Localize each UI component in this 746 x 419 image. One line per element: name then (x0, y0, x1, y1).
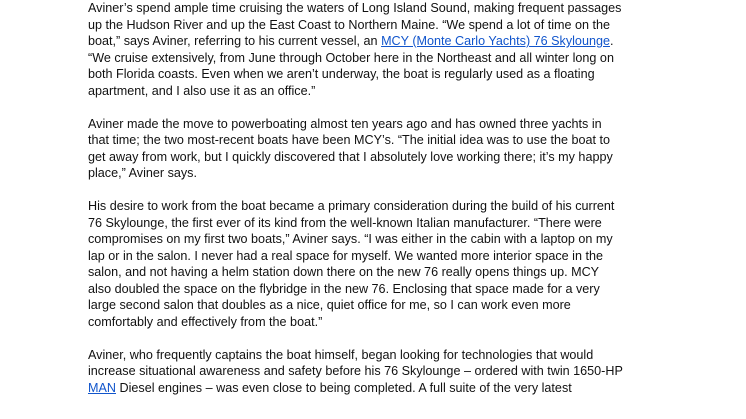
article-body (88, 0, 658, 413)
text-line: Aviner made the move to powerboating almost ten years ago and has owned three yachts in (88, 116, 602, 131)
text-line: large second salon that doubles as a nice, quiet office for me, so I can work even more (88, 298, 571, 312)
paragraph-2 (88, 116, 658, 182)
paragraph-4 (88, 347, 658, 397)
text-line: comfortably and effectively from the boat.” (88, 314, 323, 329)
paragraph-3 (88, 198, 658, 330)
text-line: compromises on my first two boats,” Aviner says. “I was either in the cabin with a laptop on my (88, 232, 613, 246)
text-line: apartment, and I also use it as an office.” (88, 83, 316, 98)
text-line: lap or in the salon. I never had a real space for myself. We wanted more interior space in the (88, 248, 603, 263)
text-line: increase situational awareness and safety before his 76 Skylounge – ordered with twin 1650-HP (88, 364, 623, 378)
text-segment: Diesel engines – was even close to being completed. A full suite of the very latest (116, 380, 572, 395)
text-line: get away from work, but I quickly discovered that I absolutely love working there; it’s my happy (88, 149, 613, 164)
text-segment: boat,” says Aviner, referring to his current vessel, an (88, 34, 382, 48)
text-line: also doubled the space on the flybridge in the new 76. Enclosing that space made for a very (88, 281, 600, 296)
text-line: 76 Skylounge, the first ever of its kind from the well-known Italian manufacturer. “There were (88, 215, 602, 230)
text-line (88, 33, 658, 50)
text-line: Aviner’s spend ample time cruising the waters of Long Island Sound, making frequent passages (88, 1, 622, 15)
mcy-76-skylounge-link[interactable]: MCY (Monte Carlo Yachts) 76 Skylounge (381, 34, 610, 48)
text-segment: . (609, 34, 614, 48)
text-line: place,” Aviner says. (88, 166, 197, 180)
man-link[interactable]: MAN (88, 380, 116, 395)
text-line (88, 380, 658, 397)
text-line: His desire to work from the boat became a primary consideration during the build of his current (88, 199, 615, 213)
text-line: both Florida coasts. Even when we aren’t underway, the boat is regularly used as a floating (88, 67, 595, 81)
text-line: up the Hudson River and up the East Coast to Northern Maine. “We spend a lot of time on the (88, 17, 611, 32)
text-line: salon, and not having a helm station down there on the new 76 really opens things up. MCY (88, 265, 600, 279)
text-line: that time; the two most-recent boats have been MCY’s. “The initial idea was to use the boat to (88, 133, 610, 147)
text-line: Aviner, who frequently captains the boat himself, began looking for technologies that would (88, 347, 594, 362)
text-line: “We cruise extensively, from June through October here in the Northeast and all winter long on (88, 50, 614, 65)
paragraph-1 (88, 0, 658, 99)
